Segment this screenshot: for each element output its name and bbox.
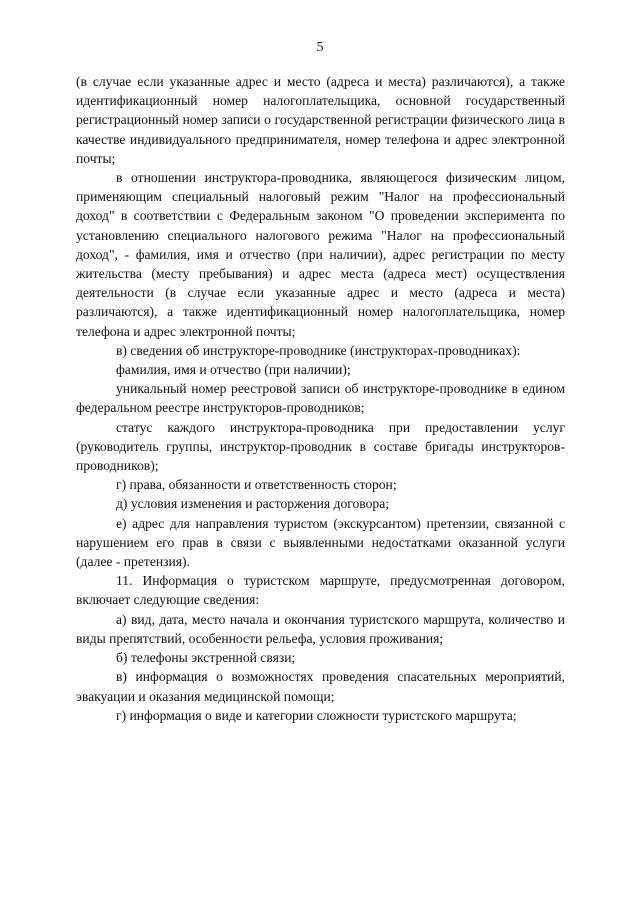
paragraph-full-name: фамилия, имя и отчество (при наличии);	[116, 362, 351, 378]
paragraph-instructor-self-employed: в отношении инструктора-проводника, являющегося физическим лицом, применяющим специальный налоговый режим "Налог на профессиональный доход" в соответствии с Федеральным законом "О проведении эксперимента по установлению специального налогового режима "Налог на профессиональный доход", - фамилия, имя и отчество (при наличии), адрес регистрации по месту жительства (месту пребывания) и адрес места (адреса мест) осуществления деятельности (в случае если указанные адрес и место (адреса и места) различаются), а также идентификационный номер налогоплательщика, номер телефона и адрес электронной почты;	[76, 170, 565, 339]
paragraph-registry-number: уникальный номер реестровой записи об инструкторе-проводнике в едином федеральном реестре инструкторов-проводников;	[76, 381, 565, 416]
paragraph-item-e-claims: е) адрес для направления туристом (экскурсантом) претензии, связанной с нарушением его прав в связи с выявленными недостатками оказанной услуги (далее - претензия).	[76, 515, 565, 570]
paragraph-item-v-rescue: в) информация о возможностях проведения спасательных мероприятий, эвакуации и оказания медицинской помощи;	[76, 669, 565, 704]
paragraph-item-d-conditions: д) условия изменения и расторжения договора;	[116, 496, 390, 512]
document-body	[76, 72, 565, 725]
paragraph-item-b-phones: б) телефоны экстренной связи;	[116, 650, 296, 666]
paragraph-item-v: в) сведения об инструкторе-проводнике (инструкторах-проводниках):	[116, 342, 521, 358]
paragraph-item-a-route: а) вид, дата, место начала и окончания туристского маршрута, количество и виды препятствий, особенности рельефа, условия проживания;	[76, 611, 565, 646]
page-number: 5	[316, 40, 324, 55]
paragraph-continuation: (в случае если указанные адрес и место (адреса и места) различаются), а также идентификационный номер налогоплательщика, основной государственный регистрационный номер записи о государственной регистрации физического лица в качестве индивидуального предпринимателя, номер телефона и адрес электронной почты;	[76, 74, 565, 166]
paragraph-item-g-rights: г) права, обязанности и ответственность сторон;	[116, 477, 397, 493]
paragraph-item-g-category: г) информация о виде и категории сложности туристского маршрута;	[116, 707, 517, 723]
paragraph-instructor-status: статус каждого инструктора-проводника при предоставлении услуг (руководитель группы, инструктор-проводник в составе бригады инструкторов-проводников);	[76, 419, 565, 474]
paragraph-section-11: 11. Информация о туристском маршруте, предусмотренная договором, включает следующие сведения:	[76, 573, 565, 608]
